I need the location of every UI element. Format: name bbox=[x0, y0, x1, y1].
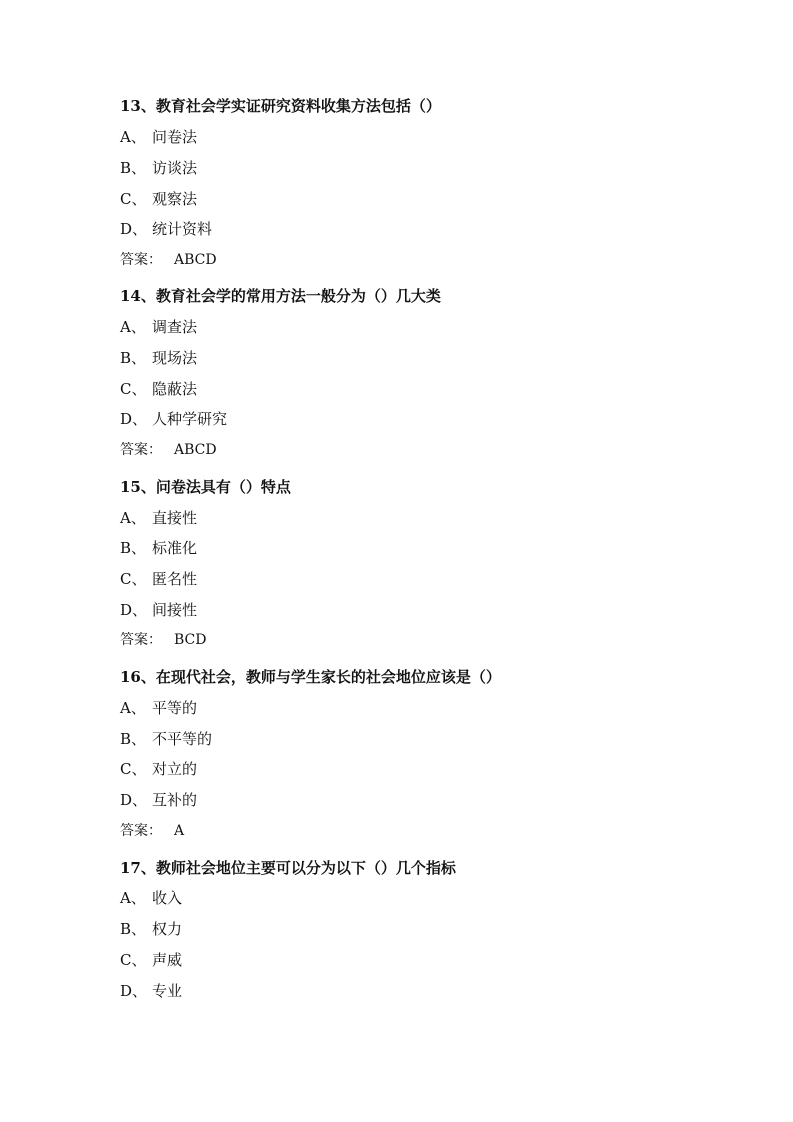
option-text: 隐蔽法 bbox=[152, 380, 198, 398]
question-15-answer bbox=[120, 630, 206, 650]
option-letter: A、 bbox=[120, 889, 146, 907]
option-letter: C、 bbox=[120, 190, 147, 208]
answer-label: 答案： bbox=[120, 252, 162, 268]
question-13-title: 13、教育社会学实证研究资料收集方法包括（） bbox=[120, 97, 441, 115]
option-letter: D、 bbox=[120, 220, 148, 238]
option-letter: A、 bbox=[120, 699, 146, 717]
question-13-option-c bbox=[120, 189, 197, 209]
answer-value: ABCD bbox=[174, 442, 217, 458]
option-text: 声威 bbox=[152, 951, 183, 969]
question-15-option-b bbox=[120, 538, 197, 558]
question-15-option-a bbox=[120, 508, 197, 528]
question-13-answer bbox=[120, 250, 217, 270]
option-text: 间接性 bbox=[152, 601, 198, 619]
question-17-option-a bbox=[120, 888, 182, 908]
answer-label: 答案： bbox=[120, 442, 162, 458]
option-text: 访谈法 bbox=[152, 159, 198, 177]
option-text: 观察法 bbox=[152, 190, 198, 208]
answer-value: ABCD bbox=[174, 252, 217, 268]
question-14-option-a bbox=[120, 317, 197, 337]
question-14-answer bbox=[120, 440, 217, 460]
option-letter: C、 bbox=[120, 380, 147, 398]
answer-value: A bbox=[174, 823, 185, 839]
question-15-option-d bbox=[120, 600, 197, 620]
question-14-title: 14、教育社会学的常用方法一般分为（）几大类 bbox=[120, 287, 441, 305]
question-16-option-c bbox=[120, 759, 197, 779]
option-letter: D、 bbox=[120, 791, 148, 809]
option-letter: C、 bbox=[120, 760, 147, 778]
option-text: 现场法 bbox=[152, 349, 198, 367]
option-letter: C、 bbox=[120, 951, 147, 969]
question-14-option-d bbox=[120, 409, 227, 429]
option-text: 权力 bbox=[152, 920, 183, 938]
option-letter: B、 bbox=[120, 539, 147, 557]
option-text: 平等的 bbox=[152, 699, 198, 717]
option-letter: D、 bbox=[120, 982, 148, 1000]
answer-label: 答案： bbox=[120, 632, 162, 648]
option-letter: D、 bbox=[120, 601, 148, 619]
question-17-option-c bbox=[120, 950, 182, 970]
question-13-option-b bbox=[120, 158, 197, 178]
option-text: 标准化 bbox=[152, 539, 198, 557]
question-16-option-b bbox=[120, 729, 212, 749]
question-14-option-c bbox=[120, 379, 197, 399]
option-text: 专业 bbox=[152, 982, 183, 1000]
question-15-title: 15、问卷法具有（）特点 bbox=[120, 478, 291, 496]
option-letter: B、 bbox=[120, 920, 147, 938]
question-17-option-d bbox=[120, 981, 182, 1001]
question-16-answer bbox=[120, 821, 184, 841]
option-letter: B、 bbox=[120, 349, 147, 367]
option-text: 对立的 bbox=[152, 760, 198, 778]
question-13-option-a bbox=[120, 127, 197, 147]
question-17-option-b bbox=[120, 919, 182, 939]
option-text: 人种学研究 bbox=[152, 410, 228, 428]
option-text: 统计资料 bbox=[152, 220, 213, 238]
option-text: 直接性 bbox=[152, 509, 198, 527]
answer-label: 答案： bbox=[120, 823, 162, 839]
option-letter: B、 bbox=[120, 730, 147, 748]
option-letter: B、 bbox=[120, 159, 147, 177]
option-text: 收入 bbox=[152, 889, 183, 907]
question-15-option-c bbox=[120, 569, 197, 589]
question-14-option-b bbox=[120, 348, 197, 368]
option-letter: C、 bbox=[120, 570, 147, 588]
option-letter: A、 bbox=[120, 318, 146, 336]
option-letter: A、 bbox=[120, 509, 146, 527]
option-letter: A、 bbox=[120, 128, 146, 146]
option-text: 匿名性 bbox=[152, 570, 198, 588]
option-text: 互补的 bbox=[152, 791, 198, 809]
answer-value: BCD bbox=[174, 632, 207, 648]
option-text: 调查法 bbox=[152, 318, 198, 336]
question-16-option-a bbox=[120, 698, 197, 718]
question-17-title: 17、教师社会地位主要可以分为以下（）几个指标 bbox=[120, 859, 456, 877]
option-text: 问卷法 bbox=[152, 128, 198, 146]
question-13-option-d bbox=[120, 219, 212, 239]
option-text: 不平等的 bbox=[152, 730, 213, 748]
question-16-title: 16、在现代社会，教师与学生家长的社会地位应该是（） bbox=[120, 668, 501, 686]
question-16-option-d bbox=[120, 790, 197, 810]
option-letter: D、 bbox=[120, 410, 148, 428]
